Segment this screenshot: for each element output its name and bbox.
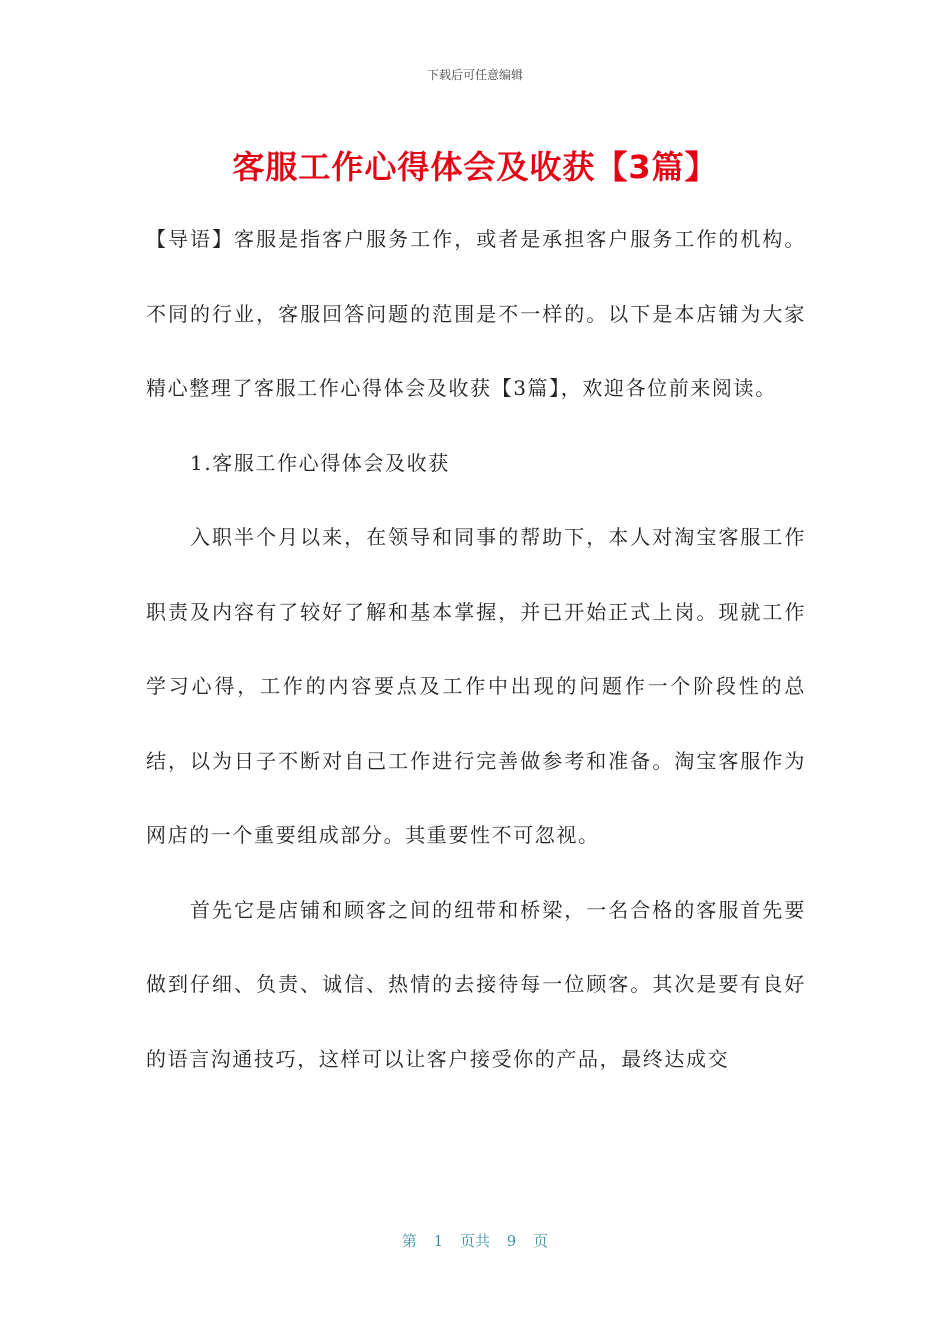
header-note: 下载后可任意编辑 (426, 68, 523, 82)
section-heading: 1.客服工作心得体会及收获 (190, 450, 450, 475)
body-paragraph: 入职半个月以来，在领导和同事的帮助下，本人对淘宝客服工作职责及内容有了较好了解和基本掌握，并已开始正式上岗。现就工作学习心得，工作的内容要点及工作中出现的问题作一个阶段性的总结，以为日子不断对自己工作进行完善做参考和准备。淘宝客服作为网店的一个重要组成部分。其重要性不可忽视。 (146, 525, 806, 847)
page-number-footer: 第 1 页共 9 页 (401, 1232, 549, 1250)
document-title: 客服工作心得体会及收获【3篇】 (232, 148, 718, 186)
intro-paragraph: 【导语】客服是指客户服务工作，或者是承担客户服务工作的机构。不同的行业，客服回答问题的范围是不一样的。以下是本店铺为大家精心整理了客服工作心得体会及收获【3篇】，欢迎各位前来阅读。 (146, 227, 806, 400)
document-body (146, 202, 806, 1096)
body-paragraph: 首先它是店铺和顾客之间的纽带和桥梁，一名合格的客服首先要做到仔细、负责、诚信、热情的去接待每一位顾客。其次是要有良好的语言沟通技巧，这样可以让客户接受你的产品，最终达成交 (146, 897, 806, 1071)
